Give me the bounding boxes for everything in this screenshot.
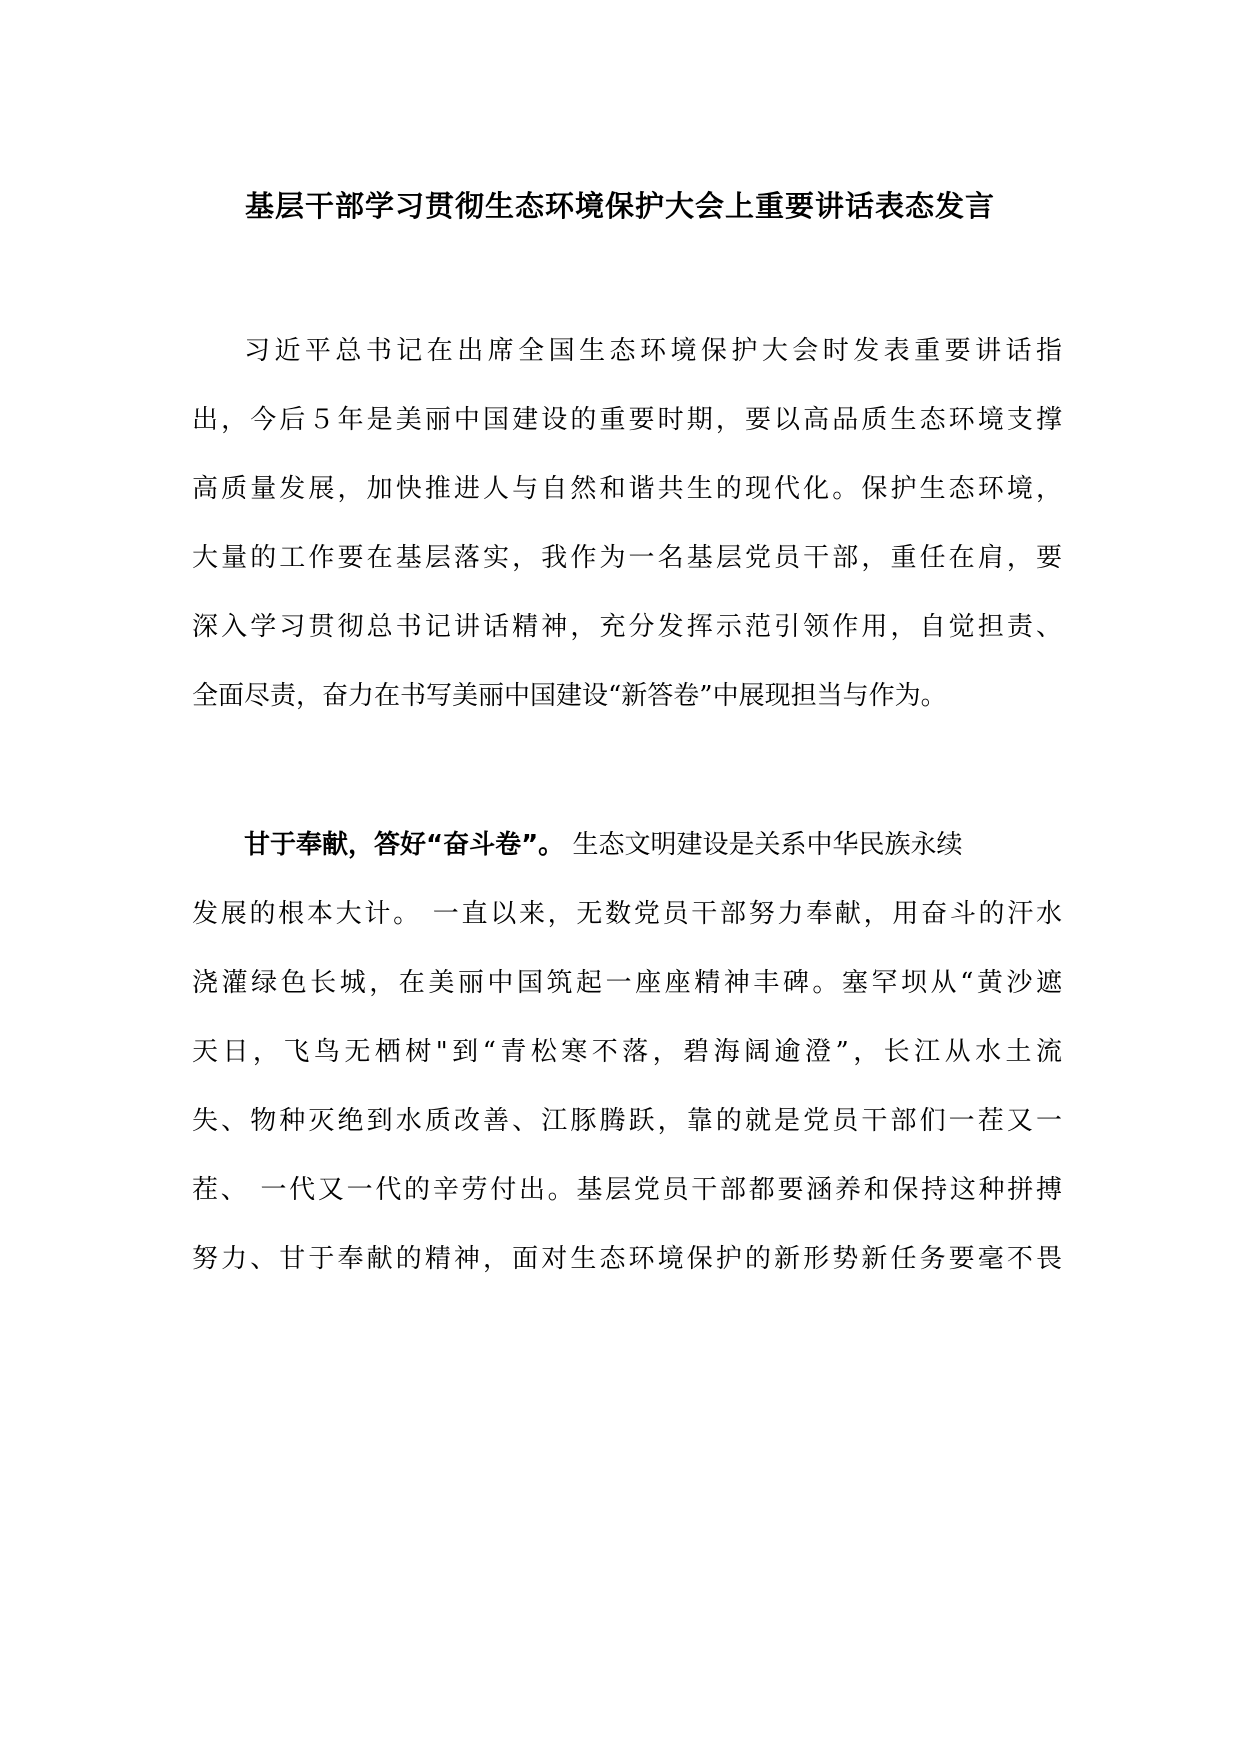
paragraph-line: 深入学习贯彻总书记讲话精神，充分发挥示范引领作用，自觉担责、: [192, 612, 1062, 642]
paragraph-line: 全面尽责，奋力在书写美丽中国建设“新答卷”中展现担当与作为。: [192, 681, 947, 711]
paragraph-line: 出，今后５年是美丽中国建设的重要时期，要以高品质生态环境支撑: [192, 405, 1062, 435]
document-title: 基层干部学习贯彻生态环境保护大会上重要讲话表态发言: [244, 189, 995, 223]
paragraph-line: 浇灌绿色长城，在美丽中国筑起一座座精神丰碑。塞罕坝从“黄沙遮: [192, 968, 1062, 998]
paragraph-line-rest: 生态文明建设是关系中华民族永续: [564, 830, 963, 860]
paragraph-line: 大量的工作要在基层落实，我作为一名基层党员干部，重任在肩，要: [192, 543, 1062, 573]
paragraph-line: 茬、 一代又一代的辛劳付出。基层党员干部都要涵养和保持这种拼搏: [192, 1175, 1062, 1205]
paragraph-line: 发展的根本大计。 一直以来，无数党员干部努力奉献，用奋斗的汗水: [192, 899, 1062, 929]
paragraph-line: 天日，飞鸟无栖树"到“青松寒不落，碧海阔逾澄”，长江从水土流: [192, 1037, 1062, 1067]
paragraph-first-line: [192, 811, 1062, 880]
paragraph-dedication: [192, 811, 1062, 1294]
paragraph-intro: [192, 317, 1062, 731]
paragraph-line: 高质量发展，加快推进人与自然和谐共生的现代化。保护生态环境，: [192, 474, 1062, 504]
section-heading: 甘于奉献，答好“奋斗卷”。: [244, 830, 565, 860]
paragraph-line: 努力、甘于奉献的精神，面对生态环境保护的新形势新任务要毫不畏: [192, 1244, 1062, 1274]
paragraph-line: 习近平总书记在出席全国生态环境保护大会时发表重要讲话指: [244, 336, 1062, 366]
paragraph-line: 失、物种灭绝到水质改善、江豚腾跃，靠的就是党员干部们一茬又一: [192, 1106, 1062, 1136]
